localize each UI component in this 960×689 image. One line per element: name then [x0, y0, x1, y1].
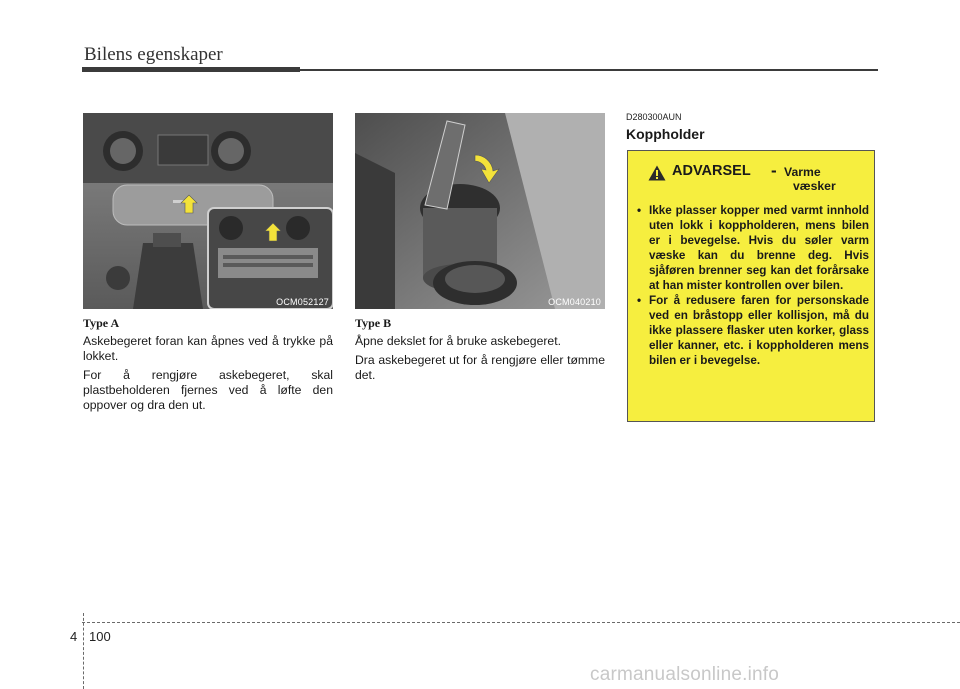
- page-number: 100: [89, 629, 111, 644]
- figure-type-b-illustration: [355, 113, 605, 309]
- warning-triangle-icon: [648, 165, 666, 181]
- warning-subtitle: [784, 165, 874, 193]
- chapter-number: 4: [70, 629, 78, 644]
- warning-bullet-2: • For å redusere faren for personskade ved en bråstopp eller kollisjon, må du ikke plassere flasker uten korker, glass eller kanner, etc. i koppholderen mens bilen er i bevegelse.: [637, 293, 869, 368]
- type-a-paragraph-1: Askebegeret foran kan åpnes ved å trykke på lokket.: [83, 334, 333, 363]
- figure-code-a: OCM052127: [276, 297, 329, 307]
- figure-type-b: [355, 113, 605, 309]
- header-bar-dark: [82, 67, 300, 72]
- warning-list: [637, 203, 869, 368]
- column-type-b: [355, 316, 605, 387]
- footer-rule: [82, 622, 960, 623]
- warning-bullet-1: • Ikke plasser kopper med varmt innhold uten lokk i koppholderen, mens bilen er i bevegelse. Hvis du søler varm væske kan du brenne deg. Hvis sjåføren brenner seg kan det forårsake at han mister kontrollen over bilen.: [637, 203, 869, 293]
- section-title: Koppholder: [626, 126, 705, 142]
- header-rule: [300, 69, 878, 71]
- type-b-paragraph-1: Åpne dekslet for å bruke askebegeret.: [355, 334, 561, 348]
- warning-box: [627, 150, 875, 422]
- column-type-a: [83, 316, 333, 417]
- footer-vertical-rule: [83, 613, 84, 689]
- type-a-heading: Type A: [83, 316, 120, 330]
- warning-label: ADVARSEL: [672, 163, 751, 179]
- figure-type-a: [83, 113, 333, 309]
- warning-separator: -: [771, 161, 777, 180]
- section-code: D280300AUN: [626, 112, 682, 122]
- watermark: carmanualsonline.info: [590, 664, 780, 685]
- type-b-paragraph-2: Dra askebegeret ut for å rengjøre eller tømme det.: [355, 353, 605, 382]
- type-b-heading: Type B: [355, 316, 392, 330]
- type-a-paragraph-2: For å rengjøre askebegeret, skal plastbeholderen fjernes ved å løfte den oppover og dra den ut.: [83, 368, 333, 412]
- figure-type-a-illustration: [83, 113, 333, 309]
- warning-subtitle-line-2: væsker: [793, 179, 836, 193]
- warning-subtitle-line-1: Varme: [784, 165, 821, 179]
- figure-code-b: OCM040210: [548, 297, 601, 307]
- page-header-title: Bilens egenskaper: [84, 44, 223, 65]
